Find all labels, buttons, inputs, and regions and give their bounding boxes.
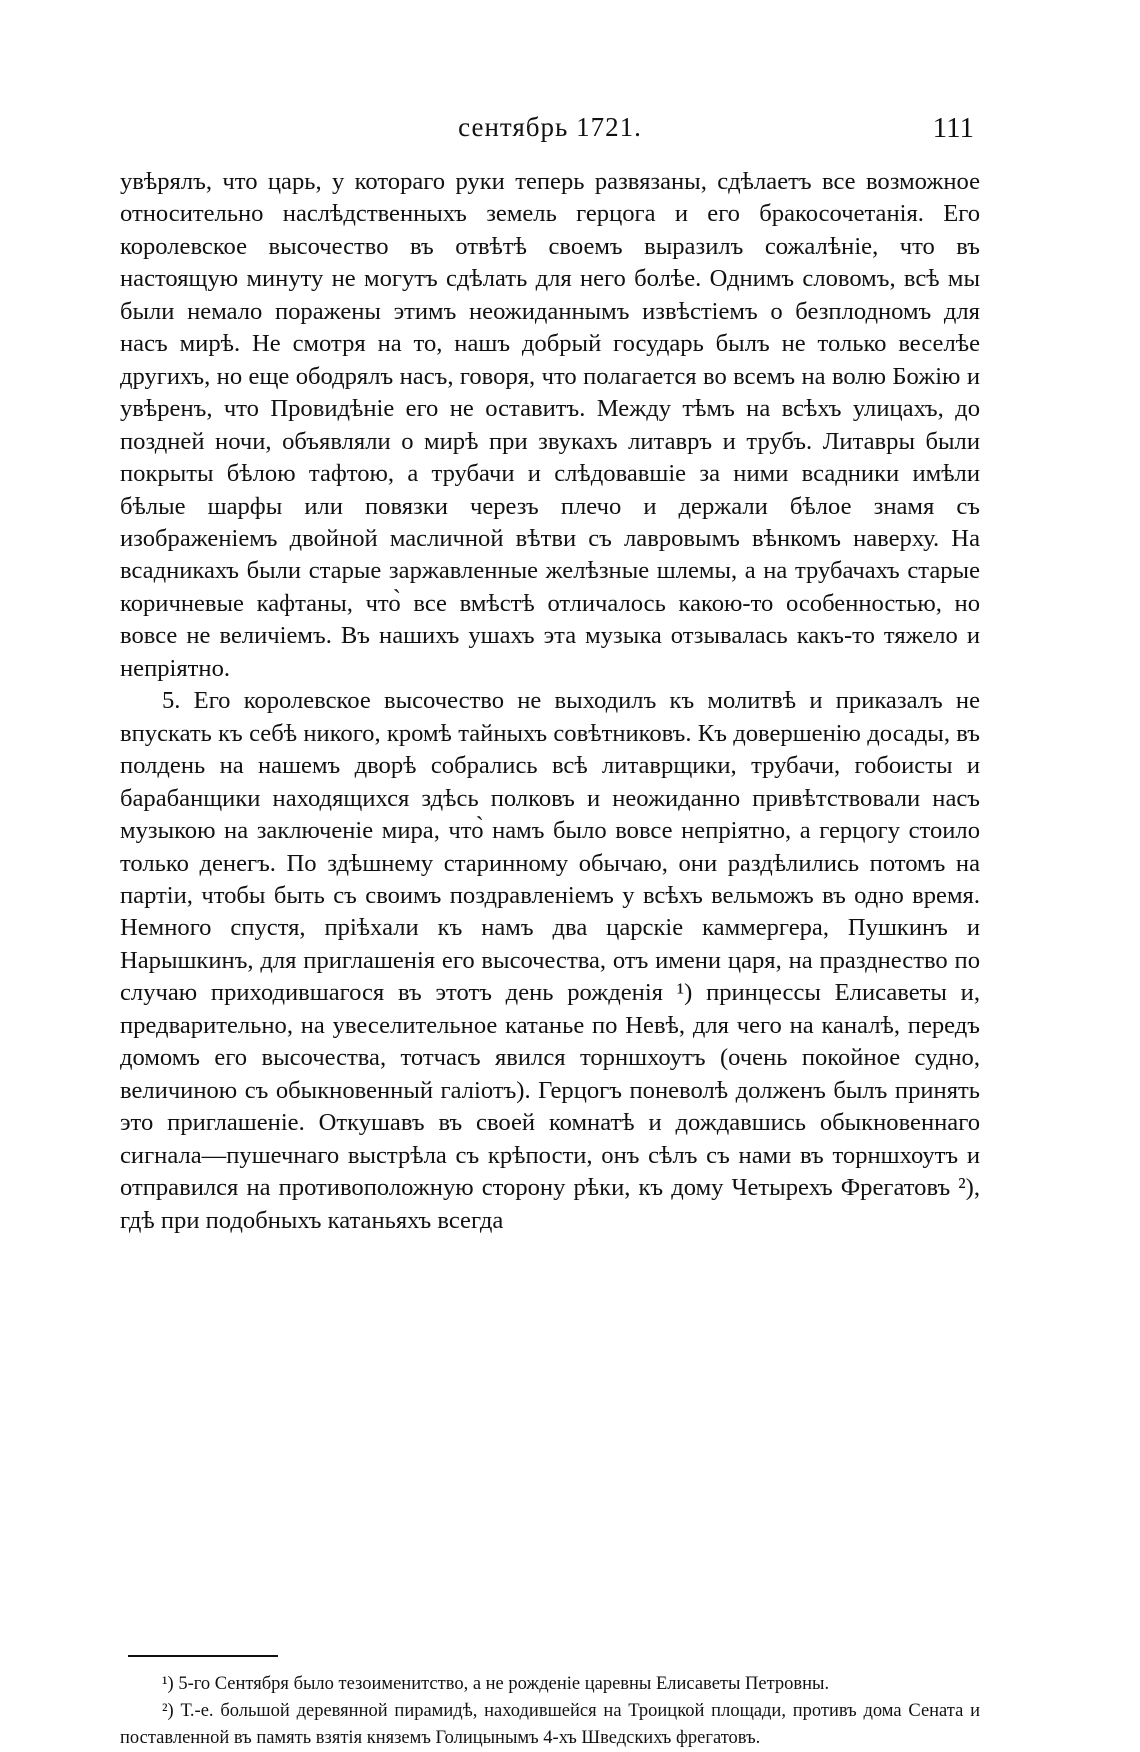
paragraph-5: 5. Его королевское высочество не выходилъ къ молитвѣ и приказалъ не впускать къ себѣ никого, кромѣ тайныхъ совѣтниковъ. Къ довершенію досады, въ полдень на нашемъ дворѣ собрались всѣ литаврщики, трубачи, гобоисты и барабанщики находящихся здѣсь полковъ и неожиданно привѣтствовали насъ музыкою на заключеніе мира, что̀ намъ было вовсе непріятно, а герцогу стоило только денегъ. По здѣшнему старинному обычаю, они раздѣлились потомъ на партіи, чтобы быть съ своимъ поздравленіемъ у всѣхъ вельможъ въ одно время. Немного спустя, пріѣхали къ намъ два царскіе каммергера, Пушкинъ и Нарышкинъ, для приглашенія его высочества, отъ имени царя, на празднество по случаю приходившагося въ этотъ день рожденія ¹) принцессы Елисаветы и, предварительно, на увеселительное катанье по Невѣ, для чего на каналѣ, передъ домомъ его высочества, тотчасъ явился торншхоутъ (очень покойное судно, величиною съ обыкновенный галіотъ). Герцогъ поневолѣ долженъ былъ принять это приглашеніе. Откушавъ въ своей комнатѣ и дождавшись обыкновеннаго сигнала—пушечнаго выстрѣла съ крѣпости, онъ сѣлъ съ нами въ торншхоутъ и отправился на противоположную сторону рѣки, къ дому Четырехъ Фрегатовъ ²), гдѣ при подобныхъ катаньяхъ всегда [120, 687, 980, 1234]
paragraph-continued: увѣрялъ, что царь, у котораго руки теперь развязаны, сдѣлаетъ все возможное относительно наслѣдственныхъ земель герцога и его бракосочетанія. Его королевское высочество въ отвѣтѣ своемъ выразилъ сожалѣніе, что въ настоящую минуту не могутъ сдѣлать для него болѣе. Однимъ словомъ, всѣ мы были немало поражены этимъ неожиданнымъ извѣстіемъ о безплодномъ для насъ мирѣ. Не смотря на то, нашъ добрый государь былъ не только веселѣе другихъ, но еще ободрялъ насъ, говоря, что полагается во всемъ на волю Божію и увѣренъ, что Провидѣніе его не оставитъ. Между тѣмъ на всѣхъ улицахъ, до поздней ночи, объявляли о мирѣ при звукахъ литавръ и трубъ. Литавры были покрыты бѣлою тафтою, а трубачи и слѣдовавшіе за ними всадники имѣли бѣлые шарфы или повязки черезъ плечо и держали бѣлое знамя съ изображеніемъ двойной масличной вѣтви съ лавровымъ вѣнкомъ наверху. На всадникахъ были старые заржавленные желѣзные шлемы, а на трубачахъ старые коричневые кафтаны, что̀ все вмѣстѣ отличалось какою-то особенностью, но вовсе не величіемъ. Въ нашихъ ушахъ эта музыка отзывалась какъ-то тяжело и непріятно. [120, 168, 980, 682]
footnote-2: ²) Т.-е. большой деревянной пирамидѣ, находившейся на Троицкой площади, противъ дома Сената и поставленной въ память взятія княземъ Голицынымъ 4-хъ Шведскихъ фрегатовъ. [120, 1701, 980, 1748]
running-head: сентябрь 1721. [458, 112, 642, 142]
page-number: 111 [932, 112, 974, 144]
page-header [120, 112, 980, 156]
footnotes [120, 1671, 980, 1752]
footnote-1: ¹) 5-го Сентября было тезоименитство, а не рожденіе царевны Елисаветы Петровны. [162, 1674, 830, 1694]
footnote-divider [128, 1655, 278, 1657]
body-text [120, 166, 980, 1237]
